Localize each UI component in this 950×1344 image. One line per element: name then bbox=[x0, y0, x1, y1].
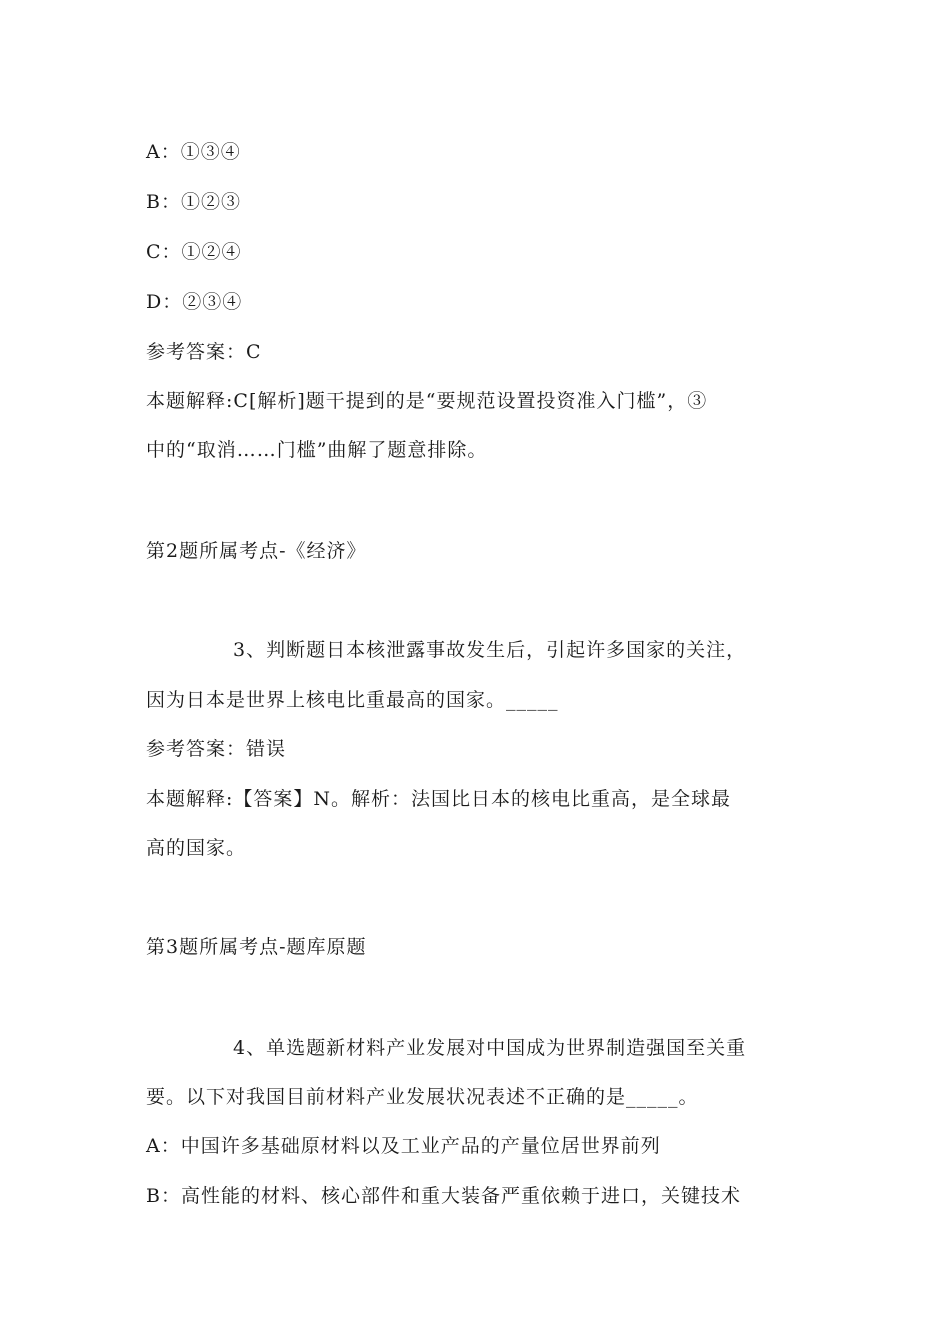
explanation-line-2: 高的国家。 bbox=[146, 837, 247, 859]
question-line-1: 3、判断题日本核泄露事故发生后，引起许多国家的关注， bbox=[233, 639, 747, 661]
explanation-line-2: 中的“取消……门槛”曲解了题意排除。 bbox=[146, 439, 488, 461]
option-text: ①③④ bbox=[180, 141, 241, 163]
option-text: 中国许多基础原材料以及工业产品的产量位居世界前列 bbox=[180, 1135, 661, 1157]
option-label: C： bbox=[146, 241, 182, 263]
option-b bbox=[146, 1184, 816, 1208]
answer-text: 参考答案：C bbox=[146, 341, 262, 363]
question-line-1: 4、单选题新材料产业发展对中国成为世界制造强国至关重 bbox=[233, 1037, 747, 1059]
option-label: A： bbox=[146, 141, 181, 163]
option-text: ②③④ bbox=[182, 291, 243, 313]
option-a bbox=[146, 140, 816, 164]
option-a bbox=[146, 1134, 816, 1158]
explanation-line-1: 本题解释:【答案】N。解析：法国比日本的核电比重高，是全球最 bbox=[146, 788, 732, 810]
option-text: ①②④ bbox=[181, 241, 242, 263]
question-line-2: 要。以下对我国目前材料产业发展状况表述不正确的是_____。 bbox=[146, 1086, 699, 1108]
option-b bbox=[146, 190, 816, 214]
option-label: D： bbox=[146, 291, 183, 313]
option-text: ①②③ bbox=[180, 191, 241, 213]
topic-heading: 第3题所属考点-题库原题 bbox=[146, 936, 367, 958]
option-label: B： bbox=[146, 1185, 181, 1207]
option-d bbox=[146, 290, 816, 314]
explanation-line-1: 本题解释:C[解析]题干提到的是“要规范设置投资准入门槛”，③ bbox=[146, 390, 708, 412]
option-label: A： bbox=[146, 1135, 181, 1157]
option-label: B： bbox=[146, 191, 181, 213]
question-line-2: 因为日本是世界上核电比重最高的国家。_____ bbox=[146, 689, 559, 711]
option-c bbox=[146, 240, 816, 264]
answer-text: 参考答案：错误 bbox=[146, 738, 287, 760]
topic-heading: 第2题所属考点-《经济》 bbox=[146, 540, 367, 562]
option-text: 高性能的材料、核心部件和重大装备严重依赖于进口，关键技术 bbox=[180, 1185, 741, 1207]
